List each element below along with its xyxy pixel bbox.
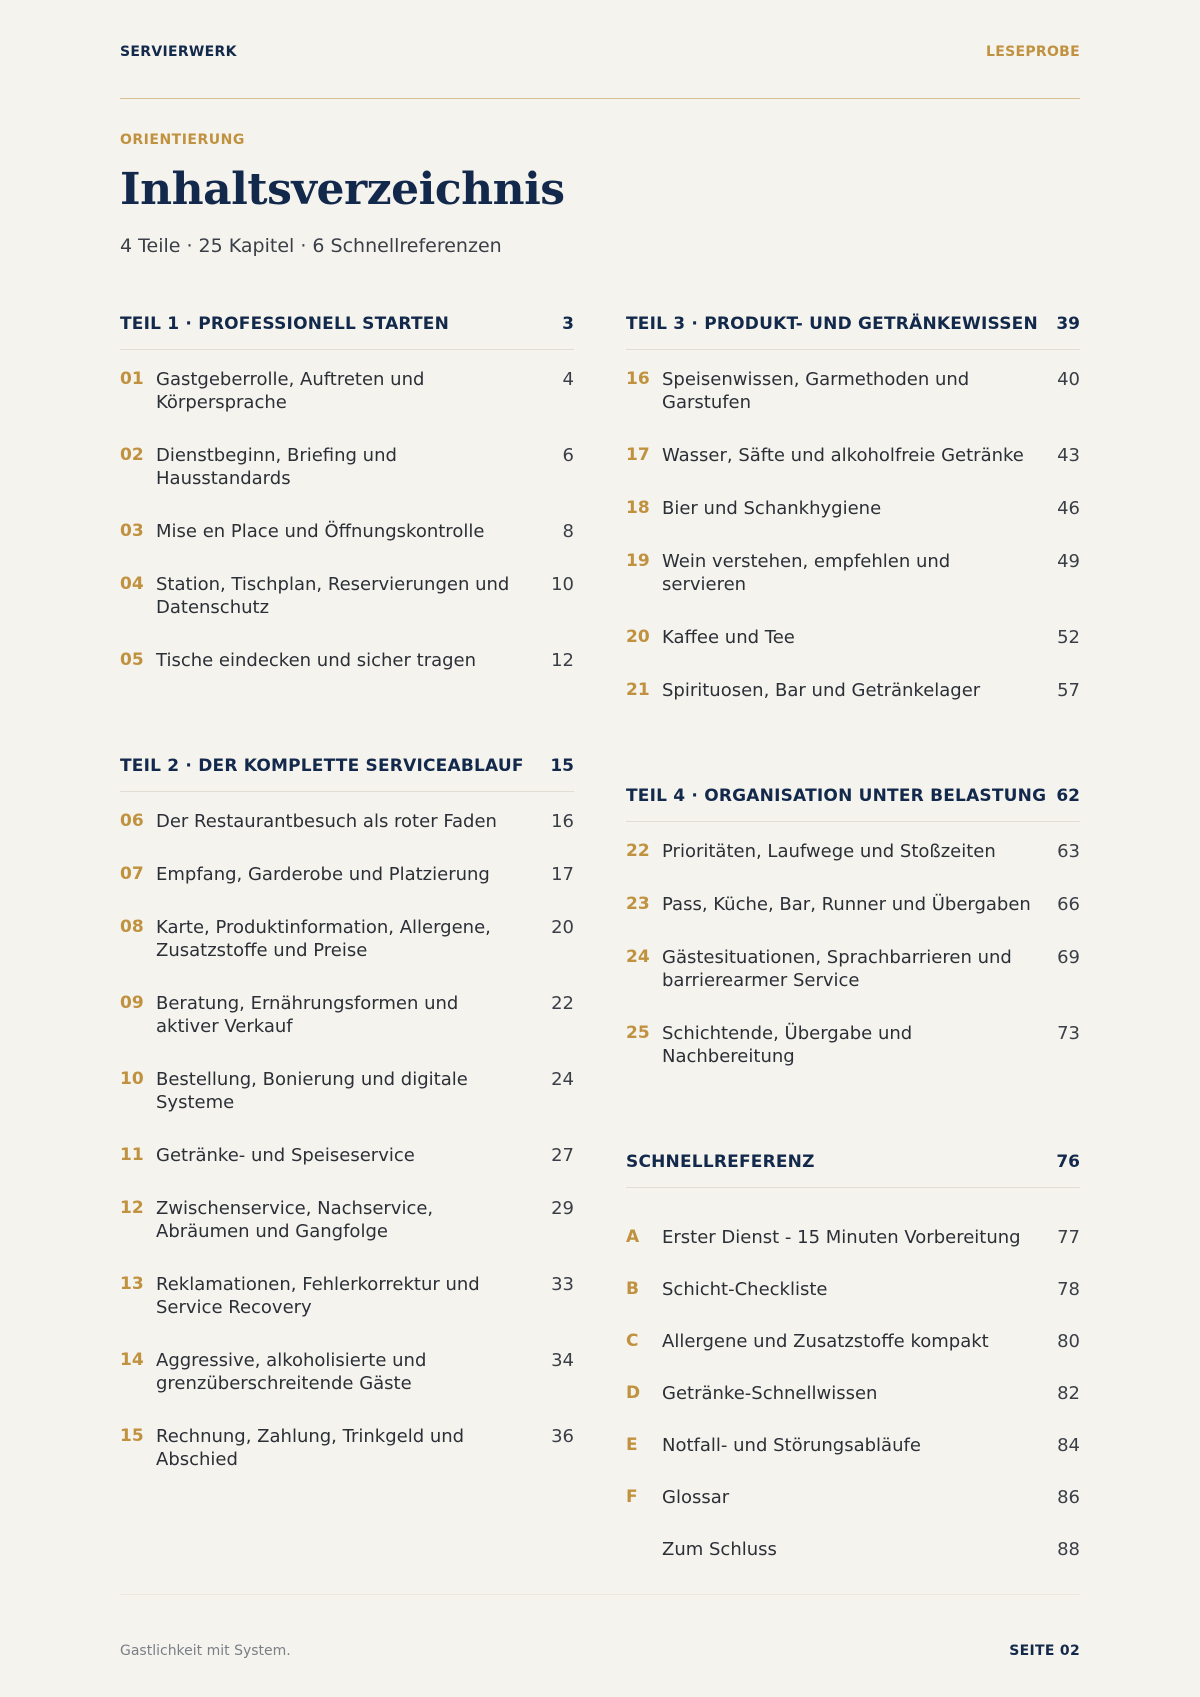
reference-title: Notfall- und Störungsabläufe <box>662 1435 921 1456</box>
chapter-page: 22 <box>551 993 574 1014</box>
page-number: SEITE 02 <box>1009 1643 1080 1659</box>
section-heading[interactable] <box>120 314 574 350</box>
chapter-page: 66 <box>1057 894 1080 915</box>
toc-entry[interactable] <box>626 550 1080 596</box>
toc-entry[interactable] <box>626 679 1080 702</box>
chapter-number: 01 <box>120 369 144 389</box>
toc-entry[interactable] <box>626 1278 1080 1301</box>
section-page-number: 62 <box>1056 786 1080 806</box>
chapter-title: Dienstbeginn, Briefing und Hausstandards <box>156 445 397 489</box>
chapter-number: 07 <box>120 864 144 884</box>
reference-letter: C <box>626 1331 639 1351</box>
reference-page: 78 <box>1057 1279 1080 1300</box>
chapter-title: Gästesituationen, Sprachbarrieren und barrierearmer Service <box>662 947 1012 991</box>
reference-title: Schicht-Checkliste <box>662 1279 828 1300</box>
chapter-number: 22 <box>626 841 650 861</box>
reference-title: Zum Schluss <box>662 1539 777 1560</box>
toc-entry[interactable] <box>626 1486 1080 1509</box>
section-title: SCHNELLREFERENZ <box>626 1152 815 1172</box>
chapter-title: Kaffee und Tee <box>662 627 795 648</box>
page-subtitle: 4 Teile · 25 Kapitel · 6 Schnellreferenzen <box>120 235 502 257</box>
toc-entry[interactable] <box>120 368 574 414</box>
chapter-title: Rechnung, Zahlung, Trinkgeld und Abschied <box>156 1426 465 1470</box>
toc-entry[interactable] <box>626 444 1080 467</box>
chapter-number: 23 <box>626 894 650 914</box>
toc-entry[interactable] <box>120 520 574 543</box>
toc-column-right <box>626 314 1080 1590</box>
toc-entry[interactable] <box>626 946 1080 992</box>
reference-page: 84 <box>1057 1435 1080 1456</box>
toc-entry[interactable] <box>626 893 1080 916</box>
section-heading[interactable] <box>626 786 1080 822</box>
chapter-page: 63 <box>1057 841 1080 862</box>
section-title: TEIL 3 · PRODUKT- UND GETRÄNKEWISSEN <box>626 314 1038 334</box>
chapter-page: 16 <box>551 811 574 832</box>
chapter-title: Gastgeberrolle, Auftreten und Körpersprache <box>156 369 425 413</box>
chapter-page: 27 <box>551 1145 574 1166</box>
chapter-title: Pass, Küche, Bar, Runner und Übergaben <box>662 894 1031 915</box>
toc-entry[interactable] <box>120 1273 574 1319</box>
eyebrow: ORIENTIERUNG <box>120 132 245 148</box>
chapter-title: Getränke- und Speiseservice <box>156 1145 415 1166</box>
reference-letter: E <box>626 1435 638 1455</box>
reference-letter: A <box>626 1227 640 1247</box>
footer-divider <box>120 1594 1080 1595</box>
section-heading[interactable] <box>626 1152 1080 1188</box>
chapter-title: Aggressive, alkoholisierte und grenzüberschreitende Gäste <box>156 1350 427 1394</box>
footer-tagline: Gastlichkeit mit System. <box>120 1643 291 1659</box>
chapter-number: 15 <box>120 1426 144 1446</box>
chapter-title: Station, Tischplan, Reservierungen und Datenschutz <box>156 574 510 618</box>
chapter-number: 24 <box>626 947 650 967</box>
chapter-page: 33 <box>551 1274 574 1295</box>
chapter-title: Reklamationen, Fehlerkorrektur und Service Recovery <box>156 1274 480 1318</box>
chapter-title: Wein verstehen, empfehlen und servieren <box>662 551 951 595</box>
reference-page: 88 <box>1057 1539 1080 1560</box>
chapter-title: Zwischenservice, Nachservice, Abräumen und Gangfolge <box>156 1198 434 1242</box>
chapter-title: Wasser, Säfte und alkoholfreie Getränke <box>662 445 1024 466</box>
toc-entry[interactable] <box>626 1538 1080 1561</box>
reference-letter: B <box>626 1279 639 1299</box>
section-page-number: 15 <box>550 756 574 776</box>
toc-entry[interactable] <box>120 1425 574 1471</box>
chapter-number: 02 <box>120 445 144 465</box>
section-heading[interactable] <box>120 756 574 792</box>
section-page-number: 76 <box>1056 1152 1080 1172</box>
chapter-number: 05 <box>120 650 144 670</box>
toc-entry[interactable] <box>626 840 1080 863</box>
chapter-page: 57 <box>1057 680 1080 701</box>
chapter-page: 40 <box>1057 369 1080 390</box>
chapter-number: 14 <box>120 1350 144 1370</box>
toc-entry[interactable] <box>626 368 1080 414</box>
reference-letter: F <box>626 1487 638 1507</box>
chapter-page: 52 <box>1057 627 1080 648</box>
chapter-number: 25 <box>626 1023 650 1043</box>
sample-tag: LESEPROBE <box>985 44 1080 60</box>
toc-entry[interactable] <box>626 1434 1080 1457</box>
toc-entry[interactable] <box>120 863 574 886</box>
chapter-page: 4 <box>562 369 574 390</box>
reference-page: 80 <box>1057 1331 1080 1352</box>
toc-column-left <box>120 314 574 1501</box>
toc-section-teil3 <box>626 314 1080 702</box>
chapter-title: Spirituosen, Bar und Getränkelager <box>662 680 981 701</box>
brand-label: SERVIERWERK <box>120 44 237 60</box>
toc-entry[interactable] <box>120 573 574 619</box>
chapter-page: 8 <box>562 521 574 542</box>
toc-entry[interactable] <box>626 1330 1080 1353</box>
chapter-number: 18 <box>626 498 650 518</box>
chapter-number: 19 <box>626 551 650 571</box>
chapter-page: 10 <box>551 574 574 595</box>
chapter-page: 49 <box>1057 551 1080 572</box>
toc-entry[interactable] <box>626 1022 1080 1068</box>
chapter-number: 12 <box>120 1198 144 1218</box>
chapter-title: Bestellung, Bonierung und digitale Systeme <box>156 1069 468 1113</box>
toc-section-teil2 <box>120 756 574 1471</box>
chapter-page: 46 <box>1057 498 1080 519</box>
toc-section-teil1 <box>120 314 574 672</box>
toc-section-teil4 <box>626 786 1080 1068</box>
chapter-number: 16 <box>626 369 650 389</box>
toc-entry[interactable] <box>120 1068 574 1114</box>
chapter-page: 34 <box>551 1350 574 1371</box>
chapter-page: 43 <box>1057 445 1080 466</box>
chapter-title: Empfang, Garderobe und Platzierung <box>156 864 490 885</box>
reference-page: 77 <box>1057 1227 1080 1248</box>
chapter-title: Karte, Produktinformation, Allergene, Zusatzstoffe und Preise <box>156 917 491 961</box>
chapter-page: 17 <box>551 864 574 885</box>
chapter-page: 24 <box>551 1069 574 1090</box>
section-page-number: 39 <box>1056 314 1080 334</box>
toc-entry[interactable] <box>120 916 574 962</box>
chapter-page: 73 <box>1057 1023 1080 1044</box>
chapter-page: 6 <box>562 445 574 466</box>
toc-entry[interactable] <box>626 626 1080 649</box>
toc-entry[interactable] <box>626 497 1080 520</box>
chapter-number: 17 <box>626 445 650 465</box>
chapter-number: 09 <box>120 993 144 1013</box>
chapter-title: Beratung, Ernährungsformen und aktiver Verkauf <box>156 993 459 1037</box>
chapter-title: Mise en Place und Öffnungskontrolle <box>156 521 485 542</box>
chapter-number: 13 <box>120 1274 144 1294</box>
chapter-page: 36 <box>551 1426 574 1447</box>
chapter-number: 11 <box>120 1145 144 1165</box>
chapter-number: 08 <box>120 917 144 937</box>
chapter-title: Prioritäten, Laufwege und Stoßzeiten <box>662 841 996 862</box>
chapter-page: 12 <box>551 650 574 671</box>
page <box>120 0 1080 1697</box>
section-title: TEIL 4 · ORGANISATION UNTER BELASTUNG <box>626 786 1047 806</box>
toc-entry[interactable] <box>120 1144 574 1167</box>
reference-title: Allergene und Zusatzstoffe kompakt <box>662 1331 989 1352</box>
toc-entry[interactable] <box>120 810 574 833</box>
toc-section-schnellreferenz <box>626 1152 1080 1561</box>
chapter-title: Der Restaurantbesuch als roter Faden <box>156 811 497 832</box>
reference-letter: D <box>626 1383 641 1403</box>
section-heading[interactable] <box>626 314 1080 350</box>
chapter-title: Speisenwissen, Garmethoden und Garstufen <box>662 369 970 413</box>
chapter-title: Tische eindecken und sicher tragen <box>156 650 477 671</box>
toc-entry[interactable] <box>120 1197 574 1243</box>
chapter-title: Bier und Schankhygiene <box>662 498 882 519</box>
chapter-number: 06 <box>120 811 144 831</box>
chapter-number: 03 <box>120 521 144 541</box>
page-title: Inhaltsverzeichnis <box>120 164 565 215</box>
section-title: TEIL 2 · DER KOMPLETTE SERVICEABLAUF <box>120 756 524 776</box>
reference-title: Getränke-Schnellwissen <box>662 1383 878 1404</box>
section-page-number: 3 <box>562 314 574 334</box>
page-header <box>120 44 1080 64</box>
chapter-title: Schichtende, Übergabe und Nachbereitung <box>662 1023 913 1067</box>
chapter-page: 20 <box>551 917 574 938</box>
toc-entry[interactable] <box>626 1382 1080 1405</box>
toc-entry[interactable] <box>120 444 574 490</box>
header-divider <box>120 98 1080 99</box>
reference-title: Erster Dienst - 15 Minuten Vorbereitung <box>662 1227 1021 1248</box>
chapter-number: 04 <box>120 574 144 594</box>
chapter-page: 69 <box>1057 947 1080 968</box>
toc-entry[interactable] <box>626 1226 1080 1249</box>
toc-entry[interactable] <box>120 649 574 672</box>
reference-page: 82 <box>1057 1383 1080 1404</box>
section-title: TEIL 1 · PROFESSIONELL STARTEN <box>120 314 449 334</box>
chapter-number: 10 <box>120 1069 144 1089</box>
reference-page: 86 <box>1057 1487 1080 1508</box>
chapter-page: 29 <box>551 1198 574 1219</box>
reference-title: Glossar <box>662 1487 730 1508</box>
toc-entry[interactable] <box>120 1349 574 1395</box>
toc-entry[interactable] <box>120 992 574 1038</box>
chapter-number: 20 <box>626 627 650 647</box>
chapter-number: 21 <box>626 680 650 700</box>
